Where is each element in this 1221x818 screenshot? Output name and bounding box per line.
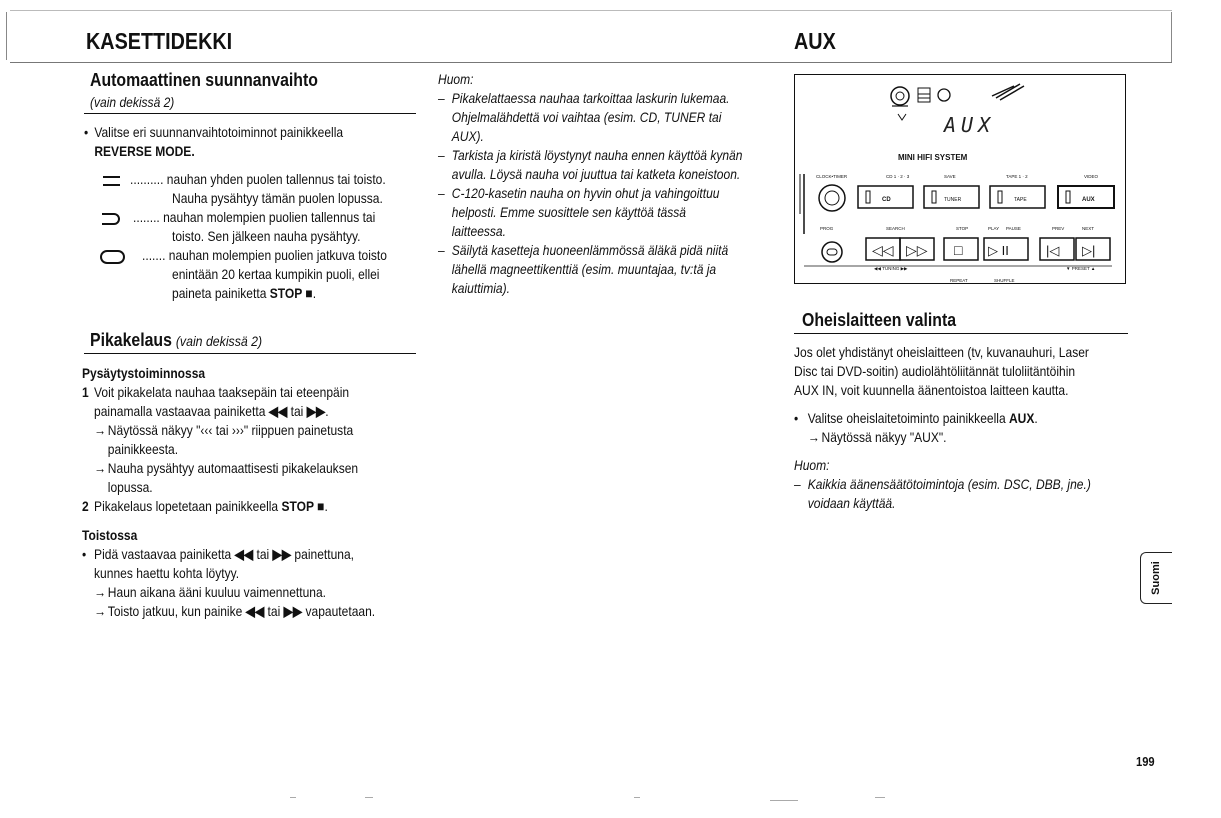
page-number: 199 [1136, 754, 1155, 769]
arrow-icon: → [807, 429, 820, 445]
top-rule [10, 10, 1172, 11]
arrow-icon: → [94, 584, 107, 600]
panel-label: PAUSE [1006, 226, 1021, 231]
continuous-icon [99, 248, 127, 266]
bottom-speck [875, 797, 885, 798]
select-bullet: • Valitse oheislaitetoiminto painikkeella AUX. → Näytössä näkyy "AUX". [794, 410, 1038, 445]
note-line: AUX). [451, 128, 484, 144]
panel-label: VIDEO [1084, 174, 1099, 179]
note-line: lähellä magneettikenttiä (esim. muuntajaa, tv:tä ja [451, 261, 717, 277]
step-2-pre: Pikakelaus lopetetaan painikkeella [94, 498, 282, 514]
arrow-icon: → [94, 603, 107, 619]
select-note-title: Huom: [794, 457, 830, 473]
arrow-icon: → [94, 460, 107, 476]
left-header: KASETTIDEKKI [86, 28, 233, 54]
device-panel [794, 74, 1128, 286]
select-note-line-2: voidaan käyttää. [807, 495, 896, 511]
language-tab-label: Suomi [1150, 561, 1162, 595]
note-line: – Tarkista ja kiristä löystynyt nauha ennen käyttöä kynän [438, 147, 743, 163]
aux-label: AUX [1008, 410, 1035, 426]
playback-a-post: painettuna, [291, 546, 355, 562]
mode-3-text [142, 246, 387, 265]
note-line: helposti. Emme suosittele sen käyttöä tässä [451, 204, 686, 220]
brand-label: MINI HIFI SYSTEM [898, 153, 968, 162]
transport-next [1076, 238, 1110, 260]
transport-play-pause [984, 238, 1028, 260]
mode-3-dots: ....... [142, 247, 166, 263]
panel-label: SAVE [944, 174, 956, 179]
display-readout: AUX [944, 113, 996, 137]
bottom-speck [770, 800, 798, 801]
select-line-1: Jos olet yhdistänyt oheislaitteen (tv, kuvanauhuri, Laser [794, 344, 1089, 360]
fast-wind-rule [84, 353, 416, 354]
result-1-a: Näytössä näkyy "‹‹‹ tai ›››" riippuen painetusta [107, 422, 354, 438]
playback-r2-rew: ◀◀ [245, 603, 265, 619]
stop-label: STOP ■ [269, 285, 313, 301]
panel-label: ◀◀ TUNING ▶▶ [874, 266, 908, 271]
panel-label: PLAY [988, 226, 1000, 231]
panel-label: SEARCH [886, 226, 905, 231]
svg-text:◁◁: ◁◁ [872, 242, 894, 258]
svg-text:▷|: ▷| [1082, 243, 1096, 258]
select-note [794, 456, 1091, 513]
bullet-text-a: Valitse eri suunnanvaihtotoiminnot painikkeella [94, 124, 344, 140]
bottom-speck [290, 797, 296, 798]
playback-r2-ff: ▶▶ [283, 603, 303, 619]
result-2-b: lopussa. [107, 479, 153, 495]
select-note-line-1: Kaikkia äänensäätötoimintoja (esim. DSC, DBB, jne.) [807, 476, 1091, 492]
note-block [438, 70, 742, 298]
fast-wind-heading [90, 330, 262, 351]
mode-1-text-2: Nauha pysähtyy tämän puolen lopussa. [172, 190, 383, 206]
mode-2-text-2: toisto. Sen jälkeen nauha pysähtyy. [172, 228, 361, 244]
playback-block: • Pidä vastaavaa painiketta ◀◀ tai ▶▶ painettuna, kunnes haettu kohta löytyy. → Haun aikana ääni kuuluu vaimennettuna. → Toisto jatkuu, kun painike ◀◀ tai ▶▶ vapautetaan. [82, 546, 376, 619]
step-1-line-a: Voit pikakelata nauhaa taaksepäin tai eteenpäin [94, 384, 350, 400]
mode-3-text-3 [172, 284, 316, 303]
svg-text:▷▷: ▷▷ [906, 242, 928, 258]
both-sides-icon [100, 210, 124, 228]
select-paragraph [794, 343, 1089, 400]
select-line-2: Disc tai DVD-soitin) audiolähtöliitännät tuloliitäntöihin [794, 363, 1076, 379]
playback-title: Toistossa [82, 527, 138, 543]
step-2-stop: STOP ■ [281, 498, 325, 514]
mode-3-last-pre: paineta painiketta [172, 285, 270, 301]
select-rule [794, 333, 1128, 334]
svg-text:|◁: |◁ [1046, 243, 1060, 258]
select-result: Näytössä näkyy "AUX". [821, 429, 947, 445]
note-line: avulla. Löysä nauha voi juuttua tai katketa koneistoon. [451, 166, 741, 182]
transport-rewind [866, 238, 900, 260]
note-line: – Pikakelattaessa nauhaa tarkoittaa laskurin lukemaa. [438, 90, 730, 106]
step-1-line-b-mid: tai [287, 403, 307, 419]
forward-symbol: ▶▶ [306, 403, 326, 419]
step-2-post: . [324, 498, 328, 514]
note-line: laitteessa. [451, 223, 506, 239]
right-header: AUX [794, 28, 836, 54]
svg-text:CD: CD [882, 197, 891, 203]
transport-forward [900, 238, 934, 260]
select-bullet-post: . [1034, 410, 1038, 426]
playback-b: kunnes haettu kohta löytyy. [94, 565, 240, 581]
svg-text:AUX: AUX [1082, 197, 1095, 203]
source-button-aux [1058, 186, 1114, 208]
result-2-a: Nauha pysähtyy automaattisesti pikakelauksen [107, 460, 359, 476]
panel-label: CLOCK•TIMER [816, 174, 848, 179]
stopped-title: Pysäytystoiminnossa [82, 365, 206, 381]
select-bullet-pre: Valitse oheislaitetoiminto painikkeella [807, 410, 1009, 426]
bottom-speck [365, 797, 373, 798]
bottom-speck [634, 797, 640, 798]
step-1-line-b-pre: painamalla vastaavaa painiketta [94, 403, 269, 419]
fast-wind-title: Pikakelaus [90, 330, 172, 350]
select-line-3: AUX IN, voit kuunnella äänentoistoa laitteen kautta. [794, 382, 1069, 398]
panel-label: PROG [820, 226, 834, 231]
select-title: Oheislaitteen valinta [802, 310, 957, 330]
playback-a-mid: tai [253, 546, 273, 562]
select-note-dash: – [794, 476, 801, 492]
eject-button [822, 242, 842, 262]
step-2-number: 2 [82, 498, 89, 514]
mode-3-last-post: . [312, 285, 317, 301]
mode-1-dots: .......... [130, 171, 164, 187]
panel-label: REPEAT [950, 278, 968, 283]
panel-label: SHUFFLE [994, 278, 1015, 283]
mode-3-text-2: enintään 20 kertaa kumpikin puoli, ellei [172, 266, 380, 282]
left-edge-mark [6, 12, 7, 60]
svg-text:▷ II: ▷ II [988, 243, 1009, 258]
auto-reverse-bullet: • Valitse eri suunnanvaihtotoiminnot painikkeella REVERSE MODE. [84, 124, 344, 159]
mode-2-text [133, 208, 375, 227]
playback-ff: ▶▶ [272, 546, 292, 562]
header-rule [10, 62, 1172, 63]
mode-1-line-1: nauhan yhden puolen tallennus tai toisto. [166, 171, 386, 187]
single-side-icon [100, 172, 124, 190]
step-1-number: 1 [82, 384, 89, 400]
panel-label: ▼ PRESET ▲ [1066, 266, 1096, 271]
auto-reverse-subtitle: (vain dekissä 2) [90, 94, 175, 110]
arrow-icon: → [94, 422, 107, 438]
transport-prev [1040, 238, 1074, 260]
volume-knob [819, 185, 845, 211]
mode-2-dots: ........ [133, 209, 160, 225]
result-1-b: painikkeesta. [107, 441, 179, 457]
auto-reverse-rule [84, 113, 416, 114]
step-1-line-b-post: . [325, 403, 329, 419]
rewind-symbol: ◀◀ [268, 403, 288, 419]
fast-wind-subtitle: (vain dekissä 2) [175, 333, 263, 349]
source-button-tape [990, 186, 1045, 208]
panel-label: PREV [1052, 226, 1065, 231]
note-line: Ohjelmalähdettä voi vaihtaa (esim. CD, TUNER tai [451, 109, 722, 125]
reverse-mode-label: REVERSE MODE. [94, 143, 195, 159]
note-line: kaiuttimia). [451, 280, 510, 296]
playback-result-1: Haun aikana ääni kuuluu vaimennettuna. [107, 584, 327, 600]
note-line: – C-120-kasetin nauha on hyvin ohut ja vahingoittuu [438, 185, 720, 201]
playback-a-pre: Pidä vastaavaa painiketta [94, 546, 235, 562]
panel-label: TAPE 1 · 2 [1006, 174, 1028, 179]
note-title: Huom: [438, 71, 474, 87]
source-button-tuner [924, 186, 979, 208]
panel-label: STOP [956, 226, 969, 231]
mode-3-line-1: nauhan molempien puolien jatkuva toisto [168, 247, 387, 263]
playback-r2-pre: Toisto jatkuu, kun painike [107, 603, 246, 619]
playback-r2-post: vapautetaan. [302, 603, 376, 619]
transport-stop [944, 238, 978, 260]
svg-text:TUNER: TUNER [944, 197, 962, 203]
mode-1-text [130, 170, 386, 189]
step-1 [82, 383, 358, 516]
auto-reverse-title: Automaattinen suunnanvaihto [90, 70, 318, 90]
note-line: – Säilytä kasetteja huoneenlämmössä äläkä pidä niitä [438, 242, 729, 258]
svg-text:□: □ [954, 242, 963, 258]
mode-2-line-1: nauhan molempien puolien tallennus tai [163, 209, 376, 225]
panel-label: CD 1 · 2 · 3 [886, 174, 910, 179]
source-button-cd [858, 186, 913, 208]
playback-rew: ◀◀ [234, 546, 254, 562]
playback-r2-mid: tai [264, 603, 284, 619]
panel-label: NEXT [1082, 226, 1095, 231]
right-edge-mark [1171, 12, 1172, 62]
svg-text:TAPE: TAPE [1014, 197, 1027, 203]
